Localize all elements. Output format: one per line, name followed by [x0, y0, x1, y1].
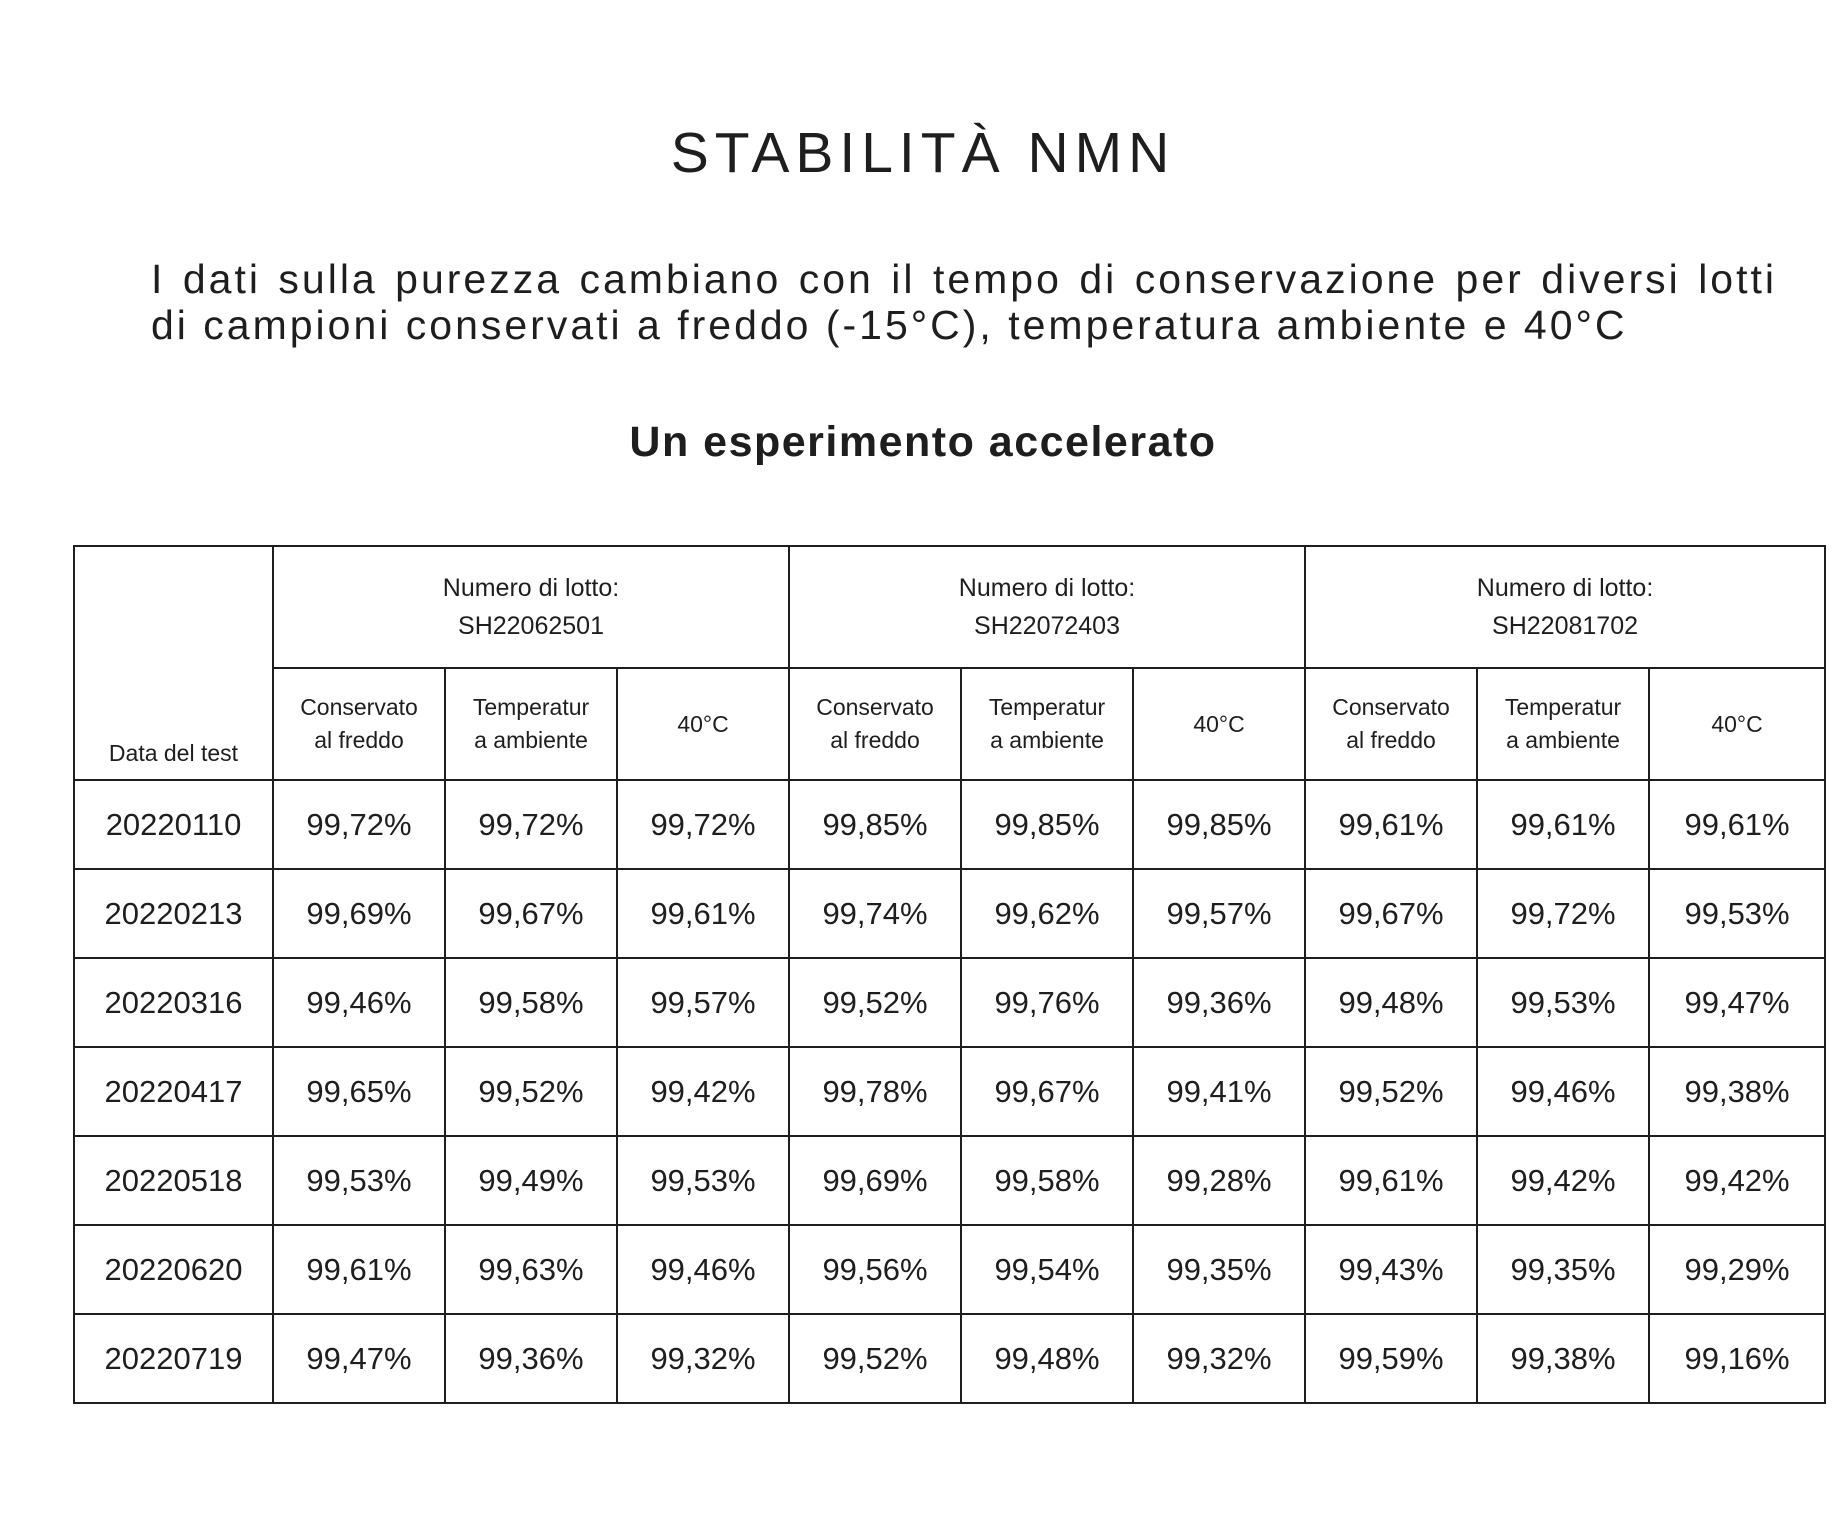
- purity-cell: 99,67%: [961, 1047, 1133, 1136]
- purity-cell: 99,61%: [617, 869, 789, 958]
- lot-code: SH22072403: [974, 612, 1120, 640]
- condition-label: 40°C: [677, 710, 729, 737]
- table-body: [74, 780, 1825, 1403]
- purity-cell: 99,74%: [789, 869, 961, 958]
- purity-cell: 99,58%: [961, 1136, 1133, 1225]
- purity-cell: 99,49%: [445, 1136, 617, 1225]
- test-date-cell: 20220316: [74, 958, 273, 1047]
- purity-cell: 99,61%: [1477, 780, 1649, 869]
- lot-header: [1305, 546, 1825, 668]
- table-row: [74, 1314, 1825, 1403]
- purity-cell: 99,32%: [617, 1314, 789, 1403]
- intro-paragraph: I dati sulla purezza cambiano con il tempo di conservazione per diversi lotti di campioni conservati a freddo (-15°C), temperatura ambiente e 40°C: [151, 256, 1777, 348]
- purity-cell: 99,62%: [961, 869, 1133, 958]
- condition-label: Conservato: [300, 694, 418, 720]
- condition-header: [1649, 668, 1825, 780]
- table-row: [74, 780, 1825, 869]
- condition-header: [961, 668, 1133, 780]
- lot-header-row: [74, 546, 1825, 668]
- condition-label: Temperatur: [988, 694, 1106, 720]
- purity-cell: 99,42%: [1649, 1136, 1825, 1225]
- purity-cell: 99,53%: [1477, 958, 1649, 1047]
- purity-cell: 99,67%: [1305, 869, 1477, 958]
- table-row: [74, 958, 1825, 1047]
- lot-code: SH22081702: [1492, 612, 1639, 640]
- purity-cell: 99,53%: [617, 1136, 789, 1225]
- test-date-cell: 20220518: [74, 1136, 273, 1225]
- purity-cell: 99,53%: [1649, 869, 1825, 958]
- purity-cell: 99,47%: [273, 1314, 445, 1403]
- test-date-cell: 20220719: [74, 1314, 273, 1403]
- condition-header: [789, 668, 961, 780]
- condition-label: a ambiente: [1506, 727, 1620, 753]
- purity-cell: 99,52%: [789, 958, 961, 1047]
- condition-header: [445, 668, 617, 780]
- condition-header-row: [74, 668, 1825, 780]
- purity-cell: 99,52%: [1305, 1047, 1477, 1136]
- purity-cell: 99,85%: [789, 780, 961, 869]
- purity-cell: 99,78%: [789, 1047, 961, 1136]
- purity-cell: 99,57%: [1133, 869, 1305, 958]
- purity-cell: 99,42%: [1477, 1136, 1649, 1225]
- condition-header: [617, 668, 789, 780]
- purity-cell: 99,72%: [273, 780, 445, 869]
- purity-cell: 99,61%: [273, 1225, 445, 1314]
- condition-label: Temperatur: [1504, 694, 1622, 720]
- purity-cell: 99,16%: [1649, 1314, 1825, 1403]
- purity-cell: 99,65%: [273, 1047, 445, 1136]
- purity-cell: 99,41%: [1133, 1047, 1305, 1136]
- lot-header: [789, 546, 1305, 668]
- test-date-cell: 20220620: [74, 1225, 273, 1314]
- lot-header: [273, 546, 789, 668]
- test-date-cell: 20220417: [74, 1047, 273, 1136]
- condition-label: a ambiente: [990, 727, 1104, 753]
- purity-cell: 99,63%: [445, 1225, 617, 1314]
- purity-cell: 99,72%: [617, 780, 789, 869]
- purity-cell: 99,28%: [1133, 1136, 1305, 1225]
- purity-cell: 99,61%: [1305, 1136, 1477, 1225]
- condition-label: Conservato: [816, 694, 934, 720]
- purity-cell: 99,29%: [1649, 1225, 1825, 1314]
- purity-cell: 99,46%: [273, 958, 445, 1047]
- purity-cell: 99,85%: [961, 780, 1133, 869]
- purity-cell: 99,35%: [1477, 1225, 1649, 1314]
- purity-cell: 99,76%: [961, 958, 1133, 1047]
- purity-cell: 99,32%: [1133, 1314, 1305, 1403]
- purity-cell: 99,38%: [1477, 1314, 1649, 1403]
- lot-label: Numero di lotto:: [442, 574, 620, 602]
- condition-header: [1477, 668, 1649, 780]
- purity-cell: 99,52%: [445, 1047, 617, 1136]
- purity-cell: 99,61%: [1649, 780, 1825, 869]
- table-row: [74, 1225, 1825, 1314]
- condition-label: al freddo: [830, 727, 920, 753]
- purity-cell: 99,69%: [273, 869, 445, 958]
- page-title: STABILITÀ NMN: [670, 121, 1176, 185]
- purity-cell: 99,54%: [961, 1225, 1133, 1314]
- subtitle: Un esperimento accelerato: [629, 418, 1217, 466]
- purity-cell: 99,52%: [789, 1314, 961, 1403]
- purity-cell: 99,59%: [1305, 1314, 1477, 1403]
- purity-cell: 99,43%: [1305, 1225, 1477, 1314]
- lot-label: Numero di lotto:: [1476, 574, 1654, 602]
- purity-cell: 99,36%: [445, 1314, 617, 1403]
- lot-code: SH22062501: [458, 612, 604, 640]
- stability-table: [73, 545, 1826, 1404]
- purity-cell: 99,85%: [1133, 780, 1305, 869]
- condition-label: 40°C: [1193, 710, 1245, 737]
- purity-cell: 99,61%: [1305, 780, 1477, 869]
- purity-cell: 99,48%: [961, 1314, 1133, 1403]
- condition-label: al freddo: [1346, 727, 1436, 753]
- table-row: [74, 1136, 1825, 1225]
- condition-header: [1133, 668, 1305, 780]
- purity-cell: 99,72%: [445, 780, 617, 869]
- condition-label: Conservato: [1332, 694, 1450, 720]
- test-date-cell: 20220213: [74, 869, 273, 958]
- purity-cell: 99,42%: [617, 1047, 789, 1136]
- purity-cell: 99,48%: [1305, 958, 1477, 1047]
- date-column-header: Data del test: [74, 546, 273, 780]
- purity-cell: 99,67%: [445, 869, 617, 958]
- purity-cell: 99,36%: [1133, 958, 1305, 1047]
- purity-cell: 99,56%: [789, 1225, 961, 1314]
- purity-cell: 99,58%: [445, 958, 617, 1047]
- condition-header: [273, 668, 445, 780]
- purity-cell: 99,57%: [617, 958, 789, 1047]
- condition-label: al freddo: [314, 727, 404, 753]
- purity-cell: 99,69%: [789, 1136, 961, 1225]
- purity-cell: 99,38%: [1649, 1047, 1825, 1136]
- lot-label: Numero di lotto:: [958, 574, 1136, 602]
- condition-label: a ambiente: [474, 727, 588, 753]
- purity-cell: 99,46%: [617, 1225, 789, 1314]
- condition-label: Temperatur: [472, 694, 590, 720]
- purity-cell: 99,72%: [1477, 869, 1649, 958]
- condition-header: [1305, 668, 1477, 780]
- condition-label: 40°C: [1711, 710, 1763, 737]
- table-row: [74, 1047, 1825, 1136]
- table-row: [74, 869, 1825, 958]
- purity-cell: 99,47%: [1649, 958, 1825, 1047]
- test-date-cell: 20220110: [74, 780, 273, 869]
- purity-cell: 99,53%: [273, 1136, 445, 1225]
- purity-cell: 99,35%: [1133, 1225, 1305, 1314]
- purity-cell: 99,46%: [1477, 1047, 1649, 1136]
